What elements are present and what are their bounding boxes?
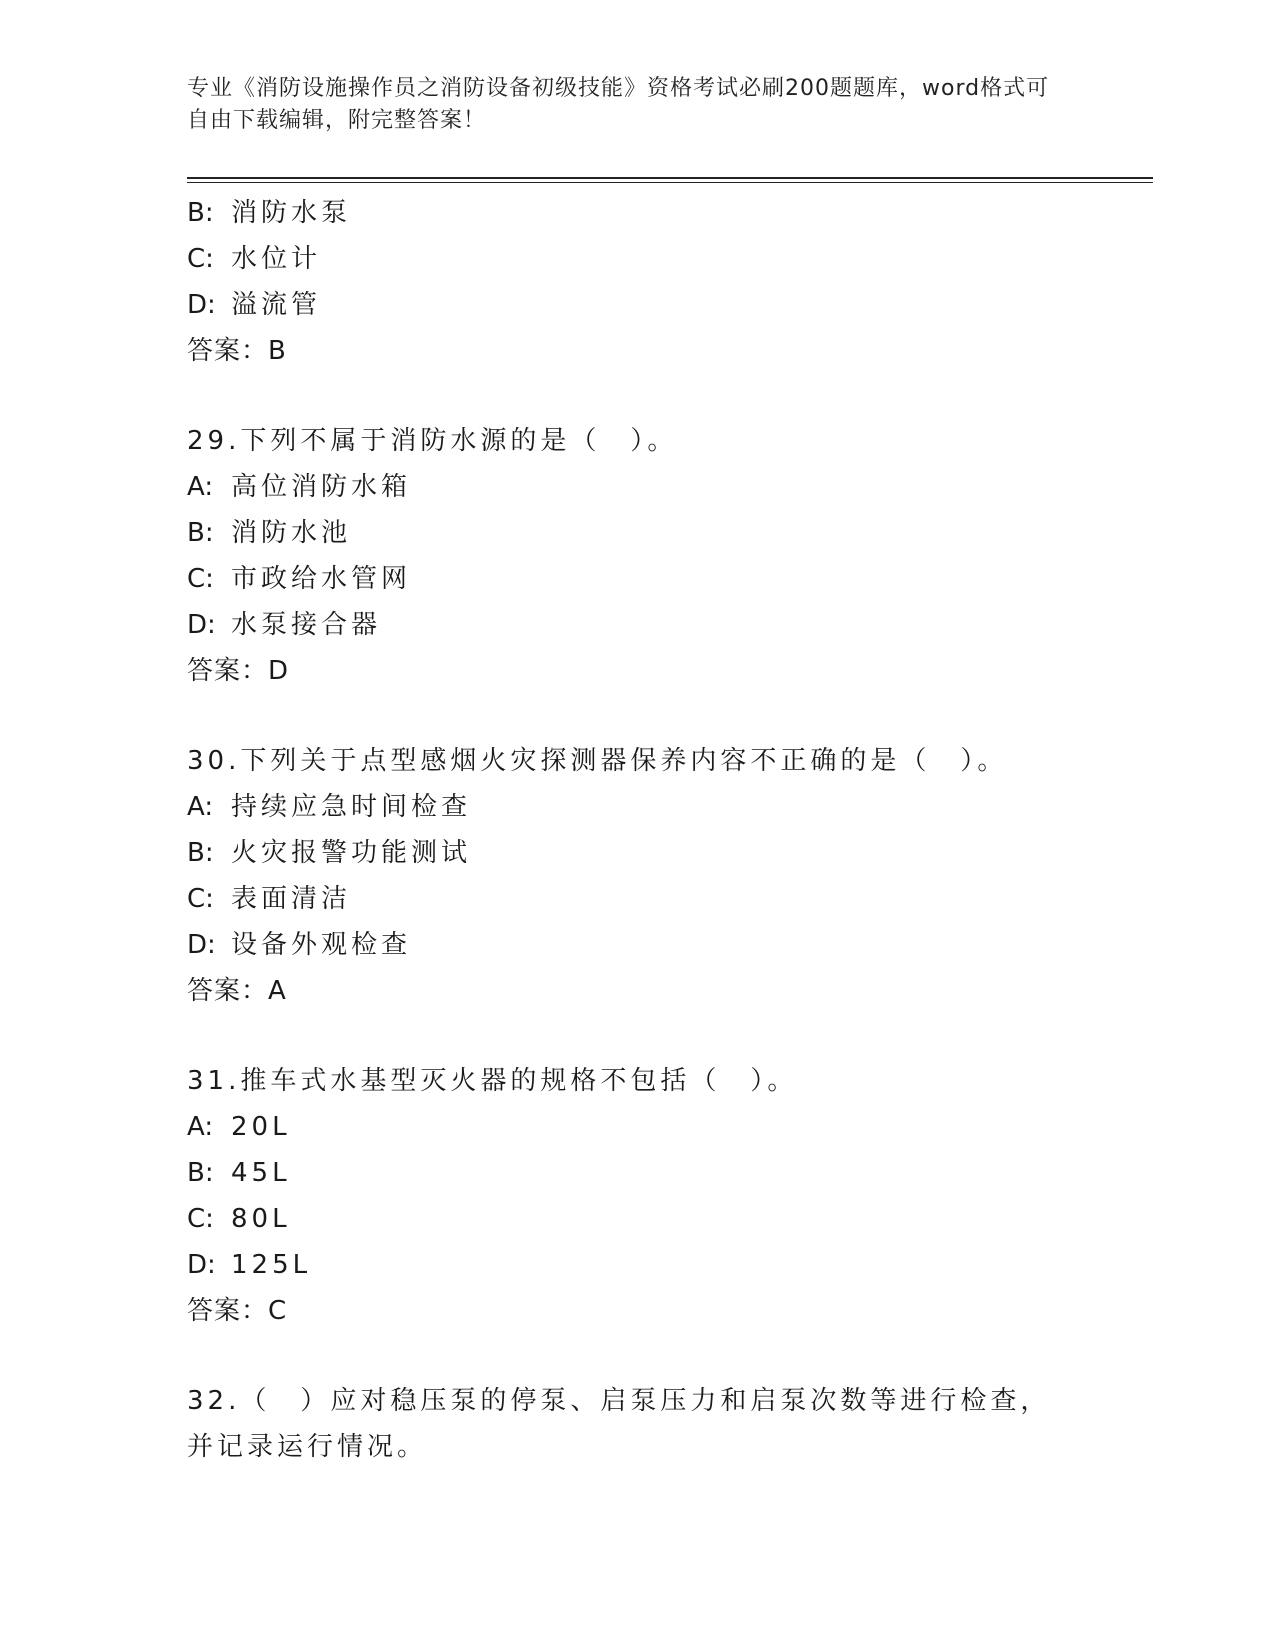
header-rule-thick [187,177,1153,179]
option-b [187,510,1087,556]
option-a [187,784,1087,830]
option-text: 水泵接合器 [231,610,382,640]
option-d [187,602,1087,648]
option-d [187,922,1087,968]
option-text: 持续应急时间检查 [231,792,472,822]
question-text: 29.下列不属于消防水源的是（ ）。 [187,426,678,456]
option-letter: D: [187,290,216,320]
answer-line: 答案：D [187,656,290,686]
option-c [187,876,1087,922]
option-b [187,1150,1087,1196]
option-c [187,1196,1087,1242]
option-text: 45L [231,1158,291,1188]
option-text: 火灾报警功能测试 [231,838,472,868]
option-letter: C: [187,1204,214,1234]
option-letter: C: [187,564,214,594]
option-letter: B: [187,198,214,228]
option-b [187,190,1087,236]
header-rule-thin [187,182,1153,183]
question-block-30 [187,738,1087,1014]
option-text: 80L [231,1204,291,1234]
option-letter: A: [187,472,214,502]
question-text: 30.下列关于点型感烟火灾探测器保养内容不正确的是（ ）。 [187,746,1008,776]
option-letter: A: [187,1112,214,1142]
page-header: 专业《消防设施操作员之消防设备初级技能》资格考试必刷200题题库，word格式可自由下载编辑，附完整答案！ [187,76,1050,133]
option-c [187,556,1087,602]
option-text: 市政给水管网 [231,564,412,594]
option-c [187,236,1087,282]
option-letter: B: [187,518,214,548]
option-text: 溢流管 [231,290,322,320]
option-text: 20L [231,1112,291,1142]
question-block-31 [187,1058,1087,1334]
option-d [187,282,1087,328]
question-block-29 [187,418,1087,694]
question-text: 32.（ ）应对稳压泵的停泵、启泵压力和启泵次数等进行检查，并记录运行情况。 [187,1386,1051,1462]
option-letter: B: [187,838,214,868]
option-text: 125L [231,1250,312,1280]
option-text: 表面清洁 [231,884,352,914]
question-block-28 [187,190,1087,374]
option-letter: D: [187,1250,216,1280]
answer-line: 答案：A [187,976,287,1006]
option-letter: A: [187,792,214,822]
option-b [187,830,1087,876]
option-letter: C: [187,884,214,914]
option-letter: D: [187,930,216,960]
question-block-32 [187,1378,1087,1470]
option-text: 水位计 [231,244,322,274]
question-text: 31.推车式水基型灭火器的规格不包括（ ）。 [187,1066,798,1096]
option-a [187,464,1087,510]
option-letter: D: [187,610,216,640]
option-letter: C: [187,244,214,274]
option-text: 消防水池 [231,518,352,548]
option-text: 高位消防水箱 [231,472,412,502]
option-letter: B: [187,1158,214,1188]
answer-line: 答案：C [187,1296,288,1326]
option-a [187,1104,1087,1150]
option-text: 消防水泵 [231,198,352,228]
option-text: 设备外观检查 [231,930,412,960]
question-list [187,190,1087,1470]
answer-line: 答案：B [187,336,287,366]
option-d [187,1242,1087,1288]
